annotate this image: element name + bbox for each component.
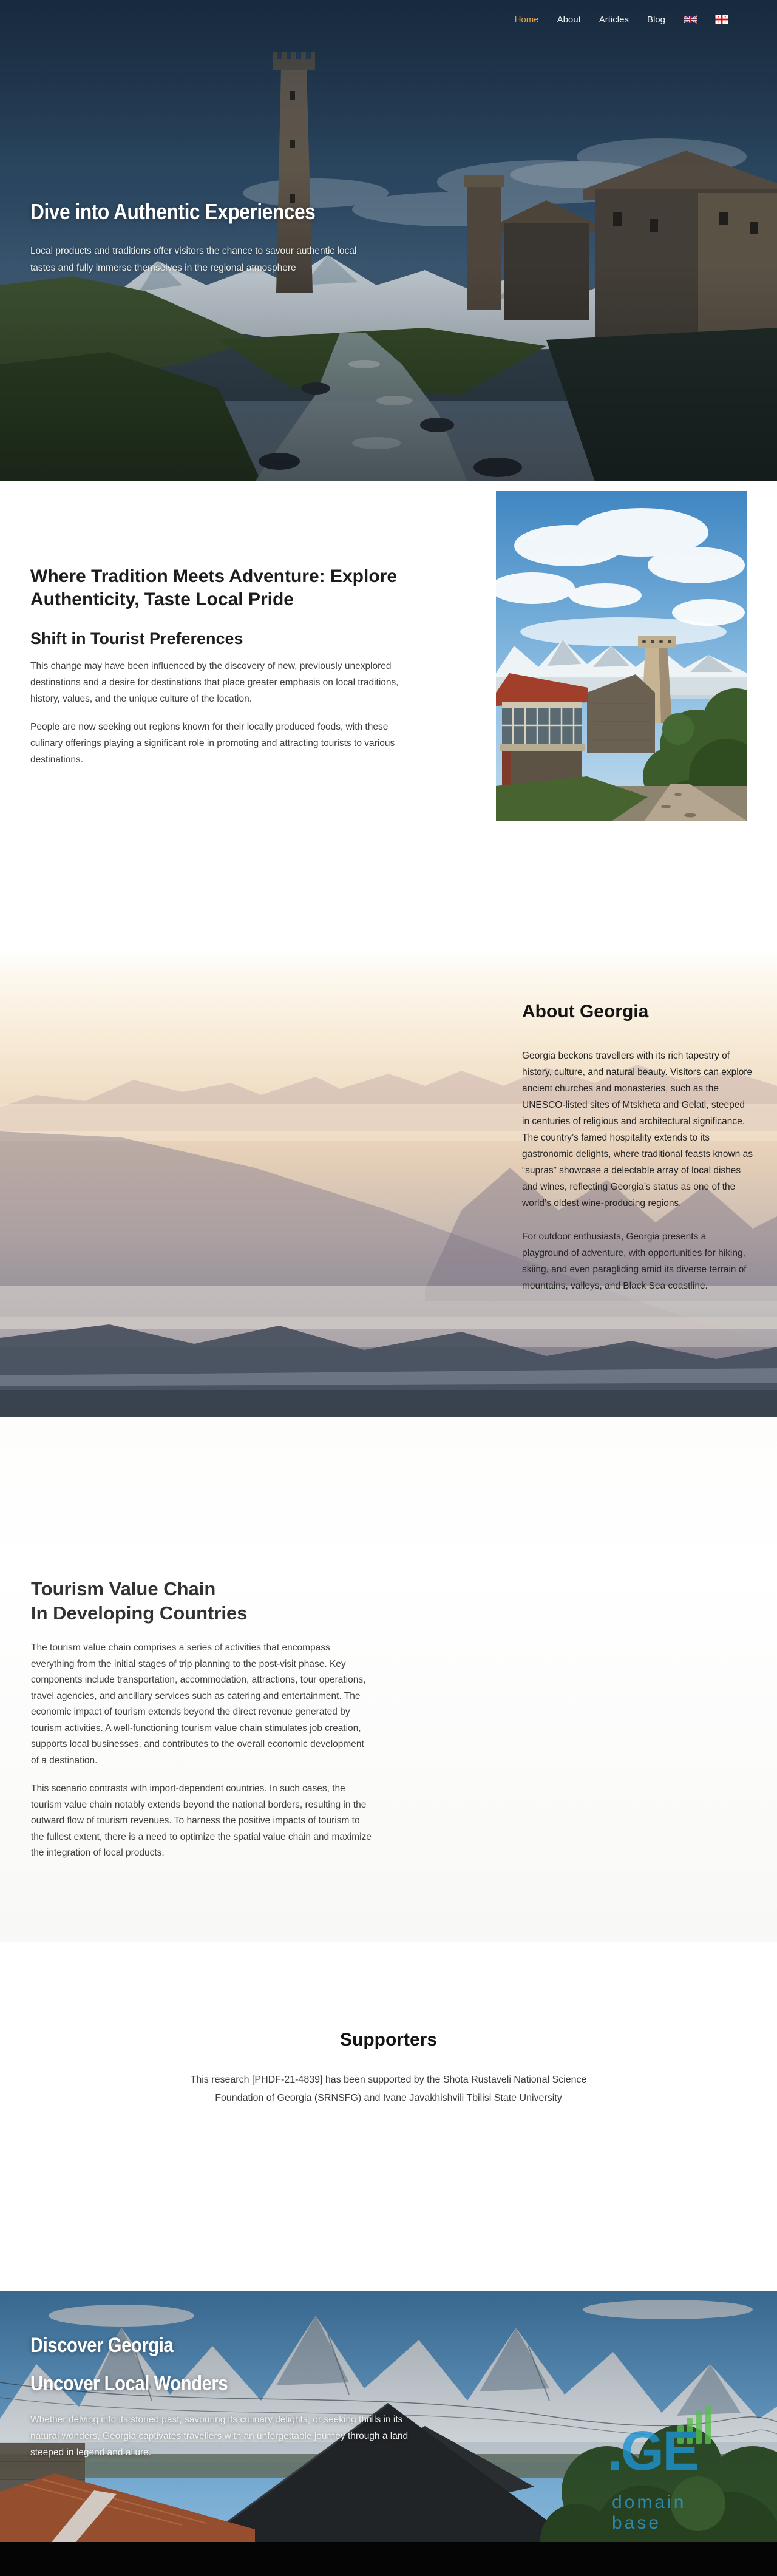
ge-domain-base-logo <box>607 2404 741 2533</box>
tradition-paragraph-2: People are now seeking out regions known for their locally produced foods, with these culinary offerings playing a significant role in promoting and attracting tourists to various destinations. <box>30 722 395 765</box>
hero-title: Dive into Authentic Experiences <box>30 199 316 224</box>
value-chain-heading <box>31 1577 374 1625</box>
value-chain-text-block <box>31 1577 374 1862</box>
value-chain-section <box>0 1417 777 1942</box>
tradition-subheading: Shift in Tourist Preferences <box>30 629 243 648</box>
value-chain-paragraph-2: This scenario contrasts with import-dependent countries. In such cases, the tourism value chain notably extends beyond the national borders, resulting in the outward flow of tourism revenues. To harness the positive impacts of tourism to the fullest extent, there is a need to optimize the spatial value chain and maximize the integration of local products. <box>31 1783 372 1858</box>
logo-domain-base-text: domain base <box>612 2492 687 2533</box>
about-paragraph-1: Georgia beckons travellers with its rich tapestry of history, culture, and natural beauty. Visitors can explore ancient churches and monasteries, such as the UNESCO-listed sites of Mtskheta and Gelati, steeped in centuries of religious and architectural significance. The country’s famed hospitality extends to its gastronomic delights, where traditional feasts known as “supras” showcase a delectable array of local dishes and wines, reflecting Georgia’s status as one of the world’s oldest wine-producing regions. <box>522 1051 753 1208</box>
tradition-paragraph-1: This change may have been influenced by the discovery of new, previously unexplored destinations and a desire for destinations that place greater emphasis on local traditions, history, values, and the unique culture of the location. <box>30 661 399 704</box>
georgia-flag-icon[interactable] <box>715 15 728 24</box>
village-photo-image <box>496 491 747 821</box>
footer-title-2: Uncover Local Wonders <box>30 2372 228 2395</box>
supporters-heading: Supporters <box>339 2030 438 2050</box>
footer-title-1: Discover Georgia <box>30 2334 174 2357</box>
nav-link-about[interactable]: About <box>557 14 581 25</box>
about-section <box>0 949 777 1417</box>
nav-link-blog[interactable]: Blog <box>646 14 665 25</box>
hero-section <box>0 0 777 481</box>
value-chain-paragraph-1: The tourism value chain comprises a series of activities that encompass everything from the initial stages of trip planning to the post-visit phase. Key components include transportation, accommodation, attractions, tour operations, travel agencies, and ancillary services such as catering and entertainment. The economic impact of tourism extends beyond the direct revenue generated by tourism activities. A well-functioning tourism value chain stimulates job creation, supports local businesses, and contributes to the overall economic development of a destination. <box>31 1642 366 1766</box>
hero-text-block <box>30 199 370 277</box>
about-text-block <box>522 1002 754 1294</box>
uk-flag-icon[interactable] <box>684 15 697 24</box>
supporters-text: This research [PHDF-21-4839] has been supported by the Shota Rustaveli National Science Foundation of Georgia (SRNSFG) and Ivane Javakhishvili Tbilisi State University <box>190 2075 587 2103</box>
hero-subtitle: Local products and traditions offer visitors the chance to savour authentic local tastes and fully immerse themselves in the regional atmosphere <box>30 246 357 273</box>
about-heading: About Georgia <box>522 1002 649 1022</box>
value-chain-heading-line2: In Developing Countries <box>31 1602 248 1624</box>
logo-ge-text: .GE <box>607 2420 698 2482</box>
value-chain-heading-line1: Tourism Value Chain <box>31 1578 216 1599</box>
about-paragraph-2: For outdoor enthusiasts, Georgia presents a playground of adventure, with opportunities for hiking, skiing, and even paragliding amid its diverse terrain of mountains, valleys, and Black Sea coastline. <box>522 1232 747 1291</box>
bottom-black-bar <box>0 2542 777 2576</box>
footer-hero-section <box>0 2291 777 2542</box>
nav-link-home[interactable]: Home <box>514 14 539 25</box>
nav-link-articles[interactable]: Articles <box>599 14 629 25</box>
supporters-section <box>0 1942 777 2291</box>
tradition-text-block <box>30 565 425 768</box>
footer-text-block <box>30 2334 410 2461</box>
tradition-section <box>0 481 777 949</box>
village-photo <box>496 491 747 821</box>
footer-subtitle: Whether delving into its storied past, savouring its culinary delights, or seeking thrills in its natural wonders, Georgia captivates travellers with an unforgettable journey through a land steeped in legend and allure. <box>30 2415 409 2458</box>
main-nav <box>0 0 777 39</box>
tradition-heading: Where Tradition Meets Adventure: Explore Authenticity, Taste Local Pride <box>30 566 397 609</box>
